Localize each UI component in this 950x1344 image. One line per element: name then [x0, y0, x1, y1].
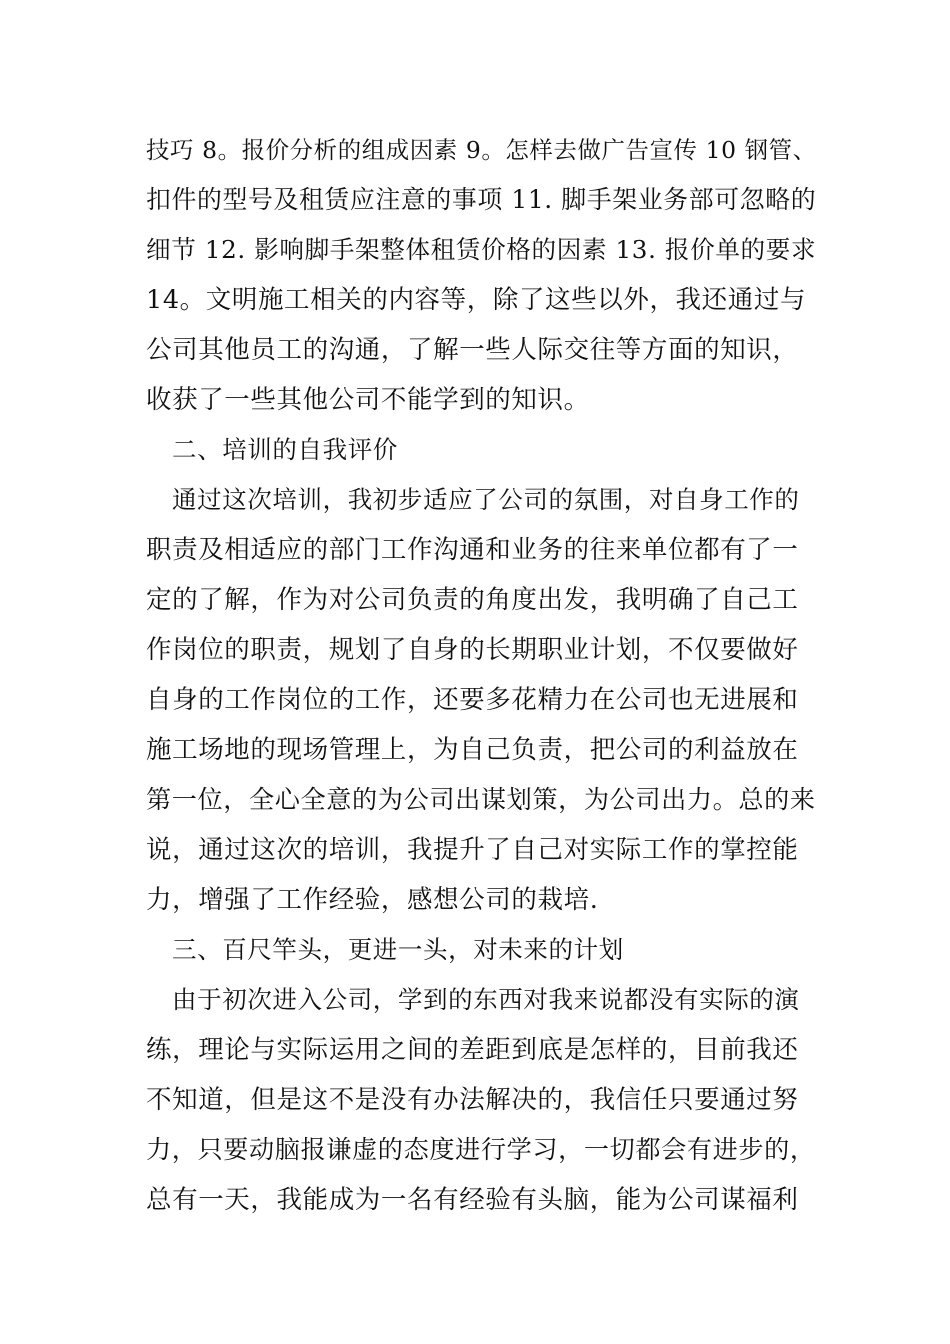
text-line: 收获了一些其他公司不能学到的知识。	[146, 385, 590, 415]
text-line: 技巧 8。报价分析的组成因素 9。怎样去做广告宣传 10 钢管、	[146, 136, 817, 164]
text-line: 施工场地的现场管理上，为自己负责，把公司的利益放在	[146, 735, 799, 765]
text-line: 14。文明施工相关的内容等，除了这些以外，我还通过与	[146, 285, 807, 315]
text-line: 定的了解，作为对公司负责的角度出发，我明确了自己工	[146, 585, 799, 615]
text-line: 自身的工作岗位的工作，还要多花精力在公司也无进展和	[146, 685, 799, 715]
text-line: 总有一天，我能成为一名有经验有头脑，能为公司谋福利	[146, 1185, 799, 1215]
text-line: 通过这次培训，我初步适应了公司的氛围，对自身工作的	[172, 485, 800, 514]
text-line: 第一位，全心全意的为公司出谋划策，为公司出力。总的来	[146, 785, 816, 814]
text-line: 细节 12. 影响脚手架整体租赁价格的因素 13. 报价单的要求	[146, 235, 817, 264]
text-line: 由于初次进入公司，学到的东西对我来说都没有实际的演	[172, 985, 800, 1014]
text-line: 力，只要动脑报谦虚的态度进行学习，一切都会有进步的，	[146, 1135, 816, 1164]
text-line: 不知道，但是这不是没有办法解决的，我信任只要通过努	[146, 1085, 799, 1115]
text-line: 练，理论与实际运用之间的差距到底是怎样的，目前我还	[146, 1035, 799, 1065]
text-line: 作岗位的职责，规划了自身的长期职业计划，不仅要做好	[146, 635, 799, 665]
section-heading: 二、培训的自我评价	[172, 435, 398, 464]
text-line: 说，通过这次的培训，我提升了自己对实际工作的掌控能	[146, 835, 799, 865]
section-heading: 三、百尺竿头，更进一头，对未来的计划	[172, 935, 624, 964]
text-line: 扣件的型号及租赁应注意的事项 11. 脚手架业务部可忽略的	[146, 185, 817, 214]
text-line: 公司其他员工的沟通，了解一些人际交往等方面的知识，	[146, 335, 799, 365]
text-line: 职责及相适应的部门工作沟通和业务的往来单位都有了一	[146, 535, 799, 565]
text-line: 力，增强了工作经验，感想公司的栽培.	[146, 885, 599, 915]
